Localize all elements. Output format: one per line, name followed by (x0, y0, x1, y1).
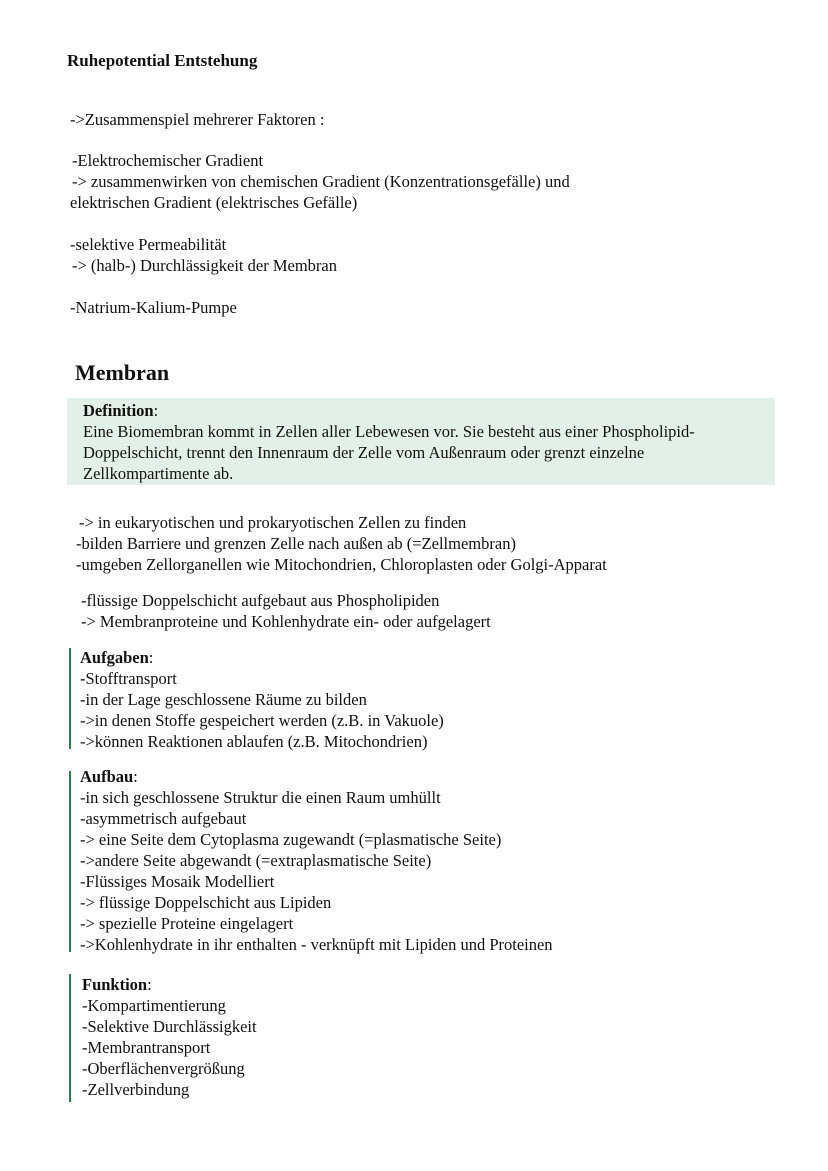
aufbau-item: ->Kohlenhydrate in ihr enthalten - verknüpft mit Lipiden und Proteinen (80, 935, 553, 954)
aufgaben-item: -Stofftransport (80, 669, 177, 688)
aufgaben-item: -in der Lage geschlossene Räume zu bilden (80, 690, 367, 709)
aufbau-item: -> flüssige Doppelschicht aus Lipiden (80, 893, 332, 912)
funktion-item: -Kompartimentierung (82, 996, 226, 1015)
gradient-desc-1: -> zusammenwirken von chemischen Gradient (Konzentrationsgefälle) und (72, 172, 570, 191)
definition-box (67, 398, 775, 485)
page-title: Ruhepotential Entstehung (67, 51, 258, 70)
membran-notes-2 (81, 590, 491, 632)
definition-text-line: Zellkompartimente ab. (83, 464, 234, 483)
aufbau-accent-bar (69, 771, 71, 952)
funktion-colon: : (147, 975, 152, 994)
aufbau-item: -> spezielle Proteine eingelagert (80, 914, 294, 933)
definition-colon: : (153, 401, 159, 420)
aufbau-item: -Flüssiges Mosaik Modelliert (80, 872, 275, 891)
permeability-title: -selektive Permeabilität (70, 235, 227, 254)
note-line: -bilden Barriere und grenzen Zelle nach außen ab (=Zellmembran) (76, 534, 516, 553)
aufbau-heading (80, 766, 553, 787)
aufgaben-item: ->können Reaktionen ablaufen (z.B. Mitochondrien) (80, 732, 428, 751)
funktion-accent-bar (69, 974, 71, 1102)
aufgaben-heading (80, 647, 444, 668)
aufgaben-section (80, 647, 444, 752)
membran-notes-1 (76, 512, 607, 575)
aufgaben-accent-bar (69, 648, 71, 749)
aufbau-item: ->andere Seite abgewandt (=extraplasmatische Seite) (80, 851, 432, 870)
definition-heading (83, 400, 158, 421)
aufbau-label: Aufbau (80, 767, 134, 786)
intro-line: ->Zusammenspiel mehrerer Faktoren : (70, 110, 325, 129)
aufbau-item: -in sich geschlossene Struktur die einen Raum umhüllt (80, 788, 441, 807)
funktion-item: -Zellverbindung (82, 1080, 190, 1099)
definition-text-line: Eine Biomembran kommt in Zellen aller Lebewesen vor. Sie besteht aus einer Phospholipid- (83, 422, 695, 441)
permeability-desc: -> (halb-) Durchlässigkeit der Membran (72, 256, 337, 275)
pump-line: -Natrium-Kalium-Pumpe (70, 298, 237, 317)
note-line: -> in eukaryotischen und prokaryotischen Zellen zu finden (79, 513, 467, 532)
note-line: -flüssige Doppelschicht aufgebaut aus Phospholipiden (81, 591, 440, 610)
gradient-title: -Elektrochemischer Gradient (72, 151, 264, 170)
section-heading-membran: Membran (75, 360, 170, 385)
aufbau-colon: : (133, 767, 138, 786)
aufbau-section (80, 766, 553, 955)
aufgaben-colon: : (148, 648, 154, 667)
note-line: -> Membranproteine und Kohlenhydrate ein- oder aufgelagert (81, 612, 491, 631)
definition-label: Definition (83, 401, 154, 420)
definition-text-line: Doppelschicht, trennt den Innenraum der Zelle vom Außenraum oder grenzt einzelne (83, 443, 645, 462)
note-line: -umgeben Zellorganellen wie Mitochondrien, Chloroplasten oder Golgi-Apparat (76, 555, 607, 574)
funktion-item: -Selektive Durchlässigkeit (82, 1017, 257, 1036)
funktion-item: -Membrantransport (82, 1038, 211, 1057)
funktion-section (82, 974, 257, 1100)
funktion-label: Funktion (82, 975, 148, 994)
funktion-item: -Oberflächenvergrößung (82, 1059, 245, 1078)
aufgaben-label: Aufgaben (80, 648, 149, 667)
funktion-heading (82, 974, 257, 995)
aufbau-item: -asymmetrisch aufgebaut (80, 809, 247, 828)
aufgaben-item: ->in denen Stoffe gespeichert werden (z.B. in Vakuole) (80, 711, 444, 730)
aufbau-item: -> eine Seite dem Cytoplasma zugewandt (=plasmatische Seite) (80, 830, 502, 849)
gradient-desc-2: elektrischen Gradient (elektrisches Gefälle) (70, 193, 358, 212)
